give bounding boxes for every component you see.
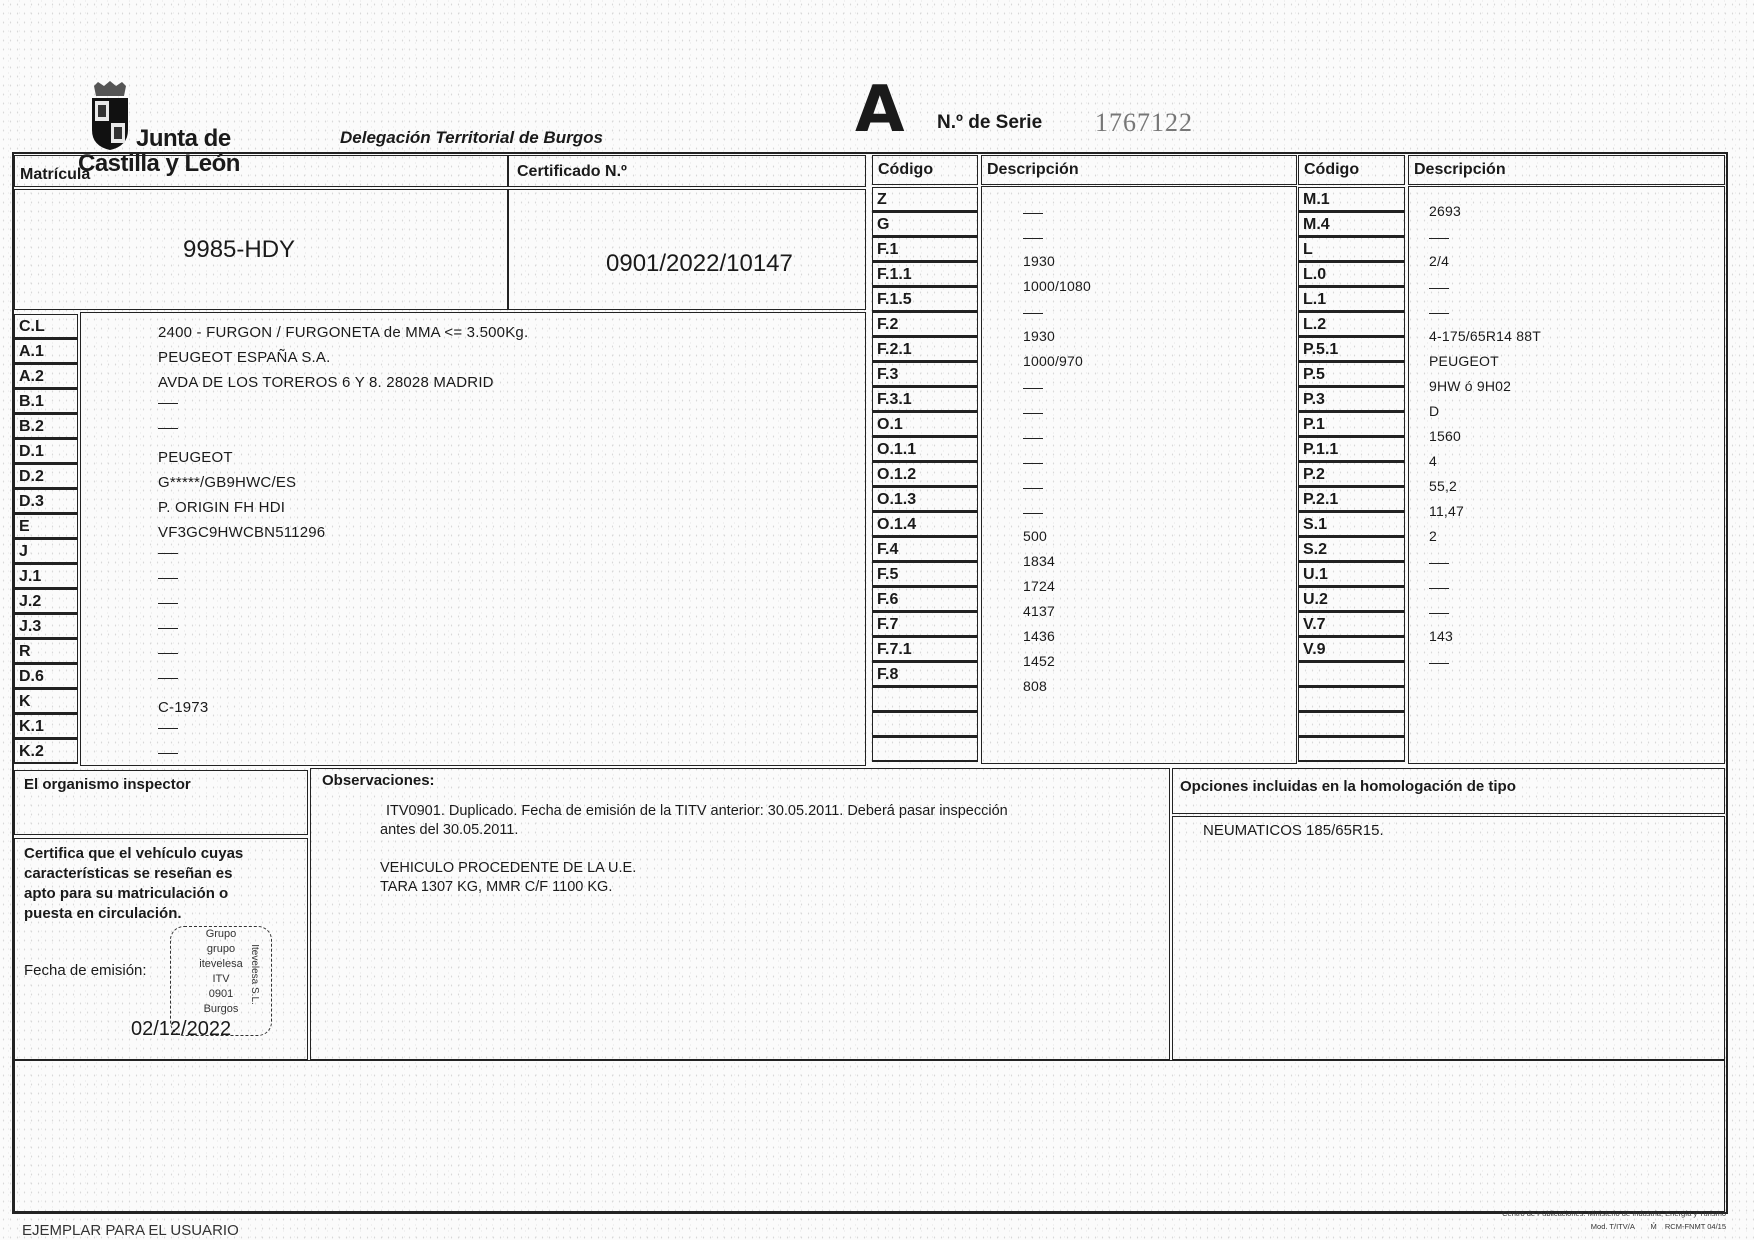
certificado-value: 0901/2022/10147 [606,250,793,277]
model-code: Mod. T/ITV/A [1590,1222,1635,1231]
left-field-code: R [14,639,78,664]
table2-row-code: U.2 [1298,587,1405,612]
table2-row-value: 2 [1429,528,1437,544]
table2-row-code: M.4 [1298,212,1405,237]
org-name-line2: Castilla y León [78,150,240,177]
left-field-code: B.1 [14,389,78,414]
opciones-value: NEUMATICOS 185/65R15. [1203,822,1384,839]
stamp-line: grupo [206,943,236,955]
table2-desc-header-label: Descripción [1414,161,1506,178]
table1-row-value: 1834 [1023,553,1055,569]
table1-row-code [872,712,978,737]
table2-desc-area [1408,186,1725,764]
observacion-line: TARA 1307 KG, MMR C/F 1100 KG. [380,879,613,895]
table1-row-value: 1436 [1023,628,1055,644]
certify-line: puesta en circulación. [24,905,182,922]
table1-row-code: F.6 [872,587,978,612]
table1-row-code: O.1.1 [872,437,978,462]
left-field-code: D.1 [14,439,78,464]
blank-notes-area [14,1060,1725,1212]
matricula-label: Matrícula [20,166,91,183]
empty-value-dash [1023,488,1043,489]
left-field-value: P. ORIGIN FH HDI [158,499,286,516]
empty-value-dash [1023,388,1043,389]
opciones-title: Opciones incluidas en la homologación de tipo [1180,778,1516,795]
empty-value-dash [1429,238,1449,239]
table1-row-code: F.1.1 [872,262,978,287]
table2-row-code: U.1 [1298,562,1405,587]
table1-row-code: Z [872,187,978,212]
table1-row-code: F.7.1 [872,637,978,662]
org-name-line1: Junta de [136,125,231,152]
stamp-line: Grupo [205,928,237,940]
certify-line: Certifica que el vehículo cuyas [24,845,244,862]
copy-label: EJEMPLAR PARA EL USUARIO [22,1222,239,1239]
left-field-code: J [14,539,78,564]
table2-row-code: P.2 [1298,462,1405,487]
empty-value-dash [158,578,178,579]
empty-value-dash [1023,213,1043,214]
table2-row-value: D [1429,403,1440,419]
table2-row-value: 55,2 [1429,478,1458,494]
observacion-line: ITV0901. Duplicado. Fecha de emisión de la TITV anterior: 30.05.2011. Deberá pasar inspección [386,803,1008,819]
table2-row-code: S.2 [1298,537,1405,562]
table1-row-code: F.5 [872,562,978,587]
table2-row-value: 2693 [1429,203,1461,219]
left-field-code: K.1 [14,714,78,739]
empty-value-dash [1429,613,1449,614]
left-field-code: D.3 [14,489,78,514]
stamp-side-text: Itevelesa S.L. [249,944,261,1005]
certify-line: características se reseñan es [24,865,233,882]
table2-row-value: PEUGEOT [1429,353,1499,369]
table1-row-code: O.1.2 [872,462,978,487]
table2-row-code: P.2.1 [1298,487,1405,512]
table2-code-header-label: Código [1304,161,1360,178]
empty-value-dash [158,753,178,754]
table1-row-code: F.8 [872,662,978,687]
table2-row-value: 2/4 [1429,253,1450,269]
table1-row-value: 500 [1023,528,1047,544]
table2-row-code: L.0 [1298,262,1405,287]
table2-row-code [1298,662,1405,687]
stamp-line: itevelesa [199,958,243,970]
table2-row-code: P.5.1 [1298,337,1405,362]
certificado-label: Certificado N.º [517,163,627,180]
left-field-code: D.2 [14,464,78,489]
table1-row-code: F.1.5 [872,287,978,312]
serial-label: N.º de Serie [937,112,1043,133]
certify-line: apto para su matriculación o [24,885,229,902]
table2-row-code: L.1 [1298,287,1405,312]
empty-value-dash [1429,313,1449,314]
table2-row-code [1298,687,1405,712]
table2-row-value: 1560 [1429,428,1461,444]
table2-row-code: P.3 [1298,387,1405,412]
table1-row-code: F.3 [872,362,978,387]
table1-row-code: F.3.1 [872,387,978,412]
table2-row-code: V.9 [1298,637,1405,662]
left-field-code: D.6 [14,664,78,689]
table1-row-code: O.1.3 [872,487,978,512]
form-letter: A [855,73,905,147]
left-field-code: J.1 [14,564,78,589]
stamp-line: Burgos [203,1003,239,1015]
table1-row-value: 1000/1080 [1023,278,1091,294]
empty-value-dash [1023,438,1043,439]
table2-row-code: P.5 [1298,362,1405,387]
empty-value-dash [1429,288,1449,289]
table1-row-value: 1930 [1023,328,1055,344]
table1-row-code [872,687,978,712]
empty-value-dash [1023,238,1043,239]
empty-value-dash [158,403,178,404]
table2-row-code: L.2 [1298,312,1405,337]
table2-row-value: 4 [1429,453,1437,469]
table2-row-value: 11,47 [1429,503,1464,519]
left-field-value: PEUGEOT ESPAÑA S.A. [158,349,331,366]
table2-row-value: 143 [1429,628,1453,644]
table2-row-code: P.1 [1298,412,1405,437]
left-field-value: C-1973 [158,699,209,716]
table1-row-code: F.2 [872,312,978,337]
observaciones-title: Observaciones: [322,772,435,789]
table1-row-code: F.7 [872,612,978,637]
table2-row-code: L [1298,237,1405,262]
table2-row-value: 9HW ó 9H02 [1429,378,1512,394]
table1-row-code: F.4 [872,537,978,562]
mint-icon: M̊ [1650,1222,1657,1231]
left-field-value: G*****/GB9HWC/ES [158,474,297,491]
empty-value-dash [158,553,178,554]
empty-value-dash [1429,663,1449,664]
empty-value-dash [1023,313,1043,314]
left-field-code: J.2 [14,589,78,614]
stamp-line: 0901 [208,988,234,1000]
serial-number: 1767122 [1095,108,1193,137]
left-field-value: VF3GC9HWCBN511296 [158,524,326,541]
empty-value-dash [1023,413,1043,414]
empty-value-dash [158,628,178,629]
stamp-line: ITV [212,973,230,985]
table1-row-value: 1930 [1023,253,1055,269]
table1-row-code: G [872,212,978,237]
empty-value-dash [1023,513,1043,514]
empty-value-dash [158,603,178,604]
table1-row-value: 808 [1023,678,1047,694]
left-field-code: K [14,689,78,714]
table2-row-code [1298,737,1405,762]
model-ref [1591,1222,1726,1231]
empty-value-dash [1429,588,1449,589]
table1-row-value: 4137 [1023,603,1055,619]
observacion-line: VEHICULO PROCEDENTE DE LA U.E. [380,860,637,876]
observacion-line: antes del 30.05.2011. [380,822,519,838]
table2-row-code: S.1 [1298,512,1405,537]
table2-row-code [1298,712,1405,737]
empty-value-dash [158,728,178,729]
left-field-value: 2400 - FURGON / FURGONETA de MMA <= 3.500Kg. [158,324,529,341]
table1-row-code: O.1.4 [872,512,978,537]
publisher-note: Centro de Publicaciones. Ministerio de Industria, Energía y Turismo [1502,1209,1726,1218]
empty-value-dash [158,653,178,654]
left-field-value: AVDA DE LOS TOREROS 6 Y 8. 28028 MADRID [158,374,494,391]
matricula-value: 9985-HDY [183,236,296,263]
delegation-name: Delegación Territorial de Burgos [340,128,603,147]
date-label: Fecha de emisión: [24,962,147,979]
left-field-value: PEUGEOT [158,449,233,466]
left-field-code: A.1 [14,339,78,364]
table1-row-code [872,737,978,762]
empty-value-dash [158,428,178,429]
left-field-code: K.2 [14,739,78,764]
table2-row-code: V.7 [1298,612,1405,637]
left-field-code: J.3 [14,614,78,639]
left-field-code: B.2 [14,414,78,439]
table1-desc-header-label: Descripción [987,161,1079,178]
empty-value-dash [1429,563,1449,564]
table2-row-value: 4-175/65R14 88T [1429,328,1541,344]
table1-row-value: 1452 [1023,653,1055,669]
issue-date: 02/12/2022 [131,1018,232,1040]
table1-row-value: 1000/970 [1023,353,1083,369]
empty-value-dash [158,678,178,679]
table1-row-value: 1724 [1023,578,1055,594]
table1-code-header-label: Código [878,161,934,178]
empty-value-dash [1023,463,1043,464]
inspector-title: El organismo inspector [24,776,191,793]
table1-row-code: F.2.1 [872,337,978,362]
print-ref: RCM-FNMT 04/15 [1664,1222,1726,1231]
opciones-value-cell [1172,816,1725,1060]
table2-row-code: P.1.1 [1298,437,1405,462]
table1-row-code: O.1 [872,412,978,437]
table1-row-code: F.1 [872,237,978,262]
left-field-code: C.L [14,314,78,339]
left-field-code: E [14,514,78,539]
left-field-code: A.2 [14,364,78,389]
table2-row-code: M.1 [1298,187,1405,212]
coat-of-arms-icon [88,80,132,152]
